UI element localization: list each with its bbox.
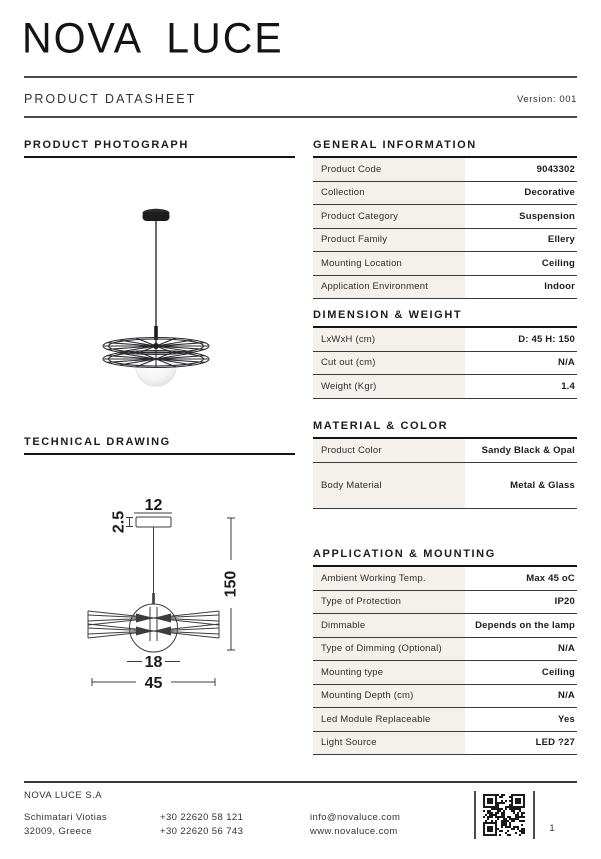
footer-contact — [310, 811, 400, 838]
material-color-title: MATERIAL & COLOR — [313, 420, 449, 432]
row-value: Decorative — [524, 187, 575, 199]
row-label: Light Source — [313, 732, 465, 755]
row-label: Application Environment — [313, 276, 465, 299]
page-number: 1 — [549, 823, 555, 834]
row-label: Product Code — [313, 158, 465, 181]
header-row — [24, 92, 577, 106]
row-value: Ellery — [547, 234, 575, 246]
row-value: Metal & Glass — [510, 479, 575, 491]
section-material-color — [313, 420, 577, 509]
row-value: 9043302 — [536, 163, 575, 175]
row-value: 1.4 — [561, 380, 575, 392]
phone-number-1: +30 22620 58 121 — [160, 812, 244, 823]
address-line-1: Schimatari Viotias — [24, 812, 108, 823]
photograph-section-title: PRODUCT PHOTOGRAPH — [24, 139, 189, 151]
row-value: Ceiling — [541, 257, 575, 269]
row-value: N/A — [558, 357, 575, 369]
qr-code-icon — [482, 793, 526, 837]
section-product-photograph — [24, 139, 295, 158]
qr-divider-left — [474, 791, 476, 839]
dim-label-overall-height: 150 — [222, 570, 240, 598]
dim-label-overall-width: 45 — [144, 675, 163, 692]
row-label: Weight (Kgr) — [313, 375, 465, 398]
brand-logo: NOVA LUCE — [22, 14, 284, 62]
dim-label-canopy-height: 2.5 — [110, 510, 128, 534]
table-row — [313, 328, 577, 352]
row-label: Product Category — [313, 205, 465, 228]
dim-label-shade-diameter: 18 — [144, 654, 163, 671]
photograph-title-underline — [24, 156, 295, 158]
dim-label-canopy-width: 12 — [144, 497, 163, 514]
table-row — [313, 352, 577, 376]
row-label: Mounting Depth (cm) — [313, 685, 465, 708]
pendant-lamp-photo-illustration — [24, 160, 295, 422]
email-link[interactable]: info@novaluce.com — [310, 812, 401, 823]
section-dimension-weight — [313, 309, 577, 399]
row-value: Ceiling — [541, 666, 575, 678]
row-value: D: 45 H: 150 — [518, 333, 575, 345]
website-link[interactable]: www.novaluce.com — [310, 825, 398, 837]
table-row — [313, 638, 577, 662]
row-value: IP20 — [554, 596, 575, 608]
table-row — [313, 182, 577, 206]
row-label: LxWxH (cm) — [313, 328, 465, 351]
row-value: N/A — [558, 643, 575, 655]
table-row — [313, 732, 577, 756]
table-row — [313, 685, 577, 709]
row-label: Mounting Location — [313, 252, 465, 275]
divider-header — [24, 116, 577, 118]
row-label: Dimmable — [313, 614, 465, 637]
dimension-weight-title: DIMENSION & WEIGHT — [313, 309, 463, 321]
row-value: Sandy Black & Opal — [481, 444, 575, 456]
footer-phones — [160, 811, 243, 838]
row-label: Cut out (cm) — [313, 352, 465, 375]
row-value: LED ?27 — [535, 737, 575, 749]
table-row — [313, 439, 577, 463]
address-line-2: 32009, Greece — [24, 825, 93, 837]
row-value: Depends on the lamp — [475, 619, 575, 631]
row-label: Type of Protection — [313, 591, 465, 614]
row-value: Yes — [558, 713, 575, 725]
application-mounting-title: APPLICATION & MOUNTING — [313, 548, 496, 560]
technical-drawing-illustration — [24, 460, 295, 710]
table-row — [313, 463, 577, 509]
row-label: Collection — [313, 182, 465, 205]
row-value: N/A — [558, 690, 575, 702]
general-information-table — [313, 158, 577, 299]
row-label: Body Material — [313, 463, 465, 508]
table-row — [313, 591, 577, 615]
table-row — [313, 158, 577, 182]
section-general-information — [313, 139, 577, 299]
row-label: Product Family — [313, 229, 465, 252]
row-label: Mounting type — [313, 661, 465, 684]
material-color-table — [313, 439, 577, 509]
table-row — [313, 661, 577, 685]
qr-divider-right — [533, 791, 535, 839]
drawing-section-title: TECHNICAL DRAWING — [24, 436, 171, 448]
drawing-title-underline — [24, 453, 295, 455]
footer-address — [24, 811, 107, 838]
row-label: Led Module Replaceable — [313, 708, 465, 731]
row-value: Max 45 oC — [526, 572, 575, 584]
footer-company-name: NOVA LUCE S.A — [24, 790, 103, 801]
version-label: Version: 001 — [516, 93, 577, 105]
row-label: Product Color — [313, 439, 465, 462]
page-title: PRODUCT DATASHEET — [24, 92, 197, 106]
row-label: Ambient Working Temp. — [313, 567, 465, 590]
application-mounting-table — [313, 567, 577, 755]
table-row — [313, 567, 577, 591]
dimension-weight-table — [313, 328, 577, 399]
row-value: Indoor — [544, 281, 575, 293]
table-row — [313, 252, 577, 276]
section-technical-drawing — [24, 436, 295, 455]
table-row — [313, 708, 577, 732]
table-row — [313, 229, 577, 253]
table-row — [313, 205, 577, 229]
section-application-mounting — [313, 548, 577, 755]
row-label: Type of Dimming (Optional) — [313, 638, 465, 661]
divider-footer — [24, 781, 577, 783]
table-row — [313, 614, 577, 638]
row-value: Suspension — [519, 210, 575, 222]
divider-top — [24, 76, 577, 78]
phone-number-2: +30 22620 56 743 — [160, 825, 244, 837]
table-row — [313, 375, 577, 399]
general-information-title: GENERAL INFORMATION — [313, 139, 477, 151]
table-row — [313, 276, 577, 300]
